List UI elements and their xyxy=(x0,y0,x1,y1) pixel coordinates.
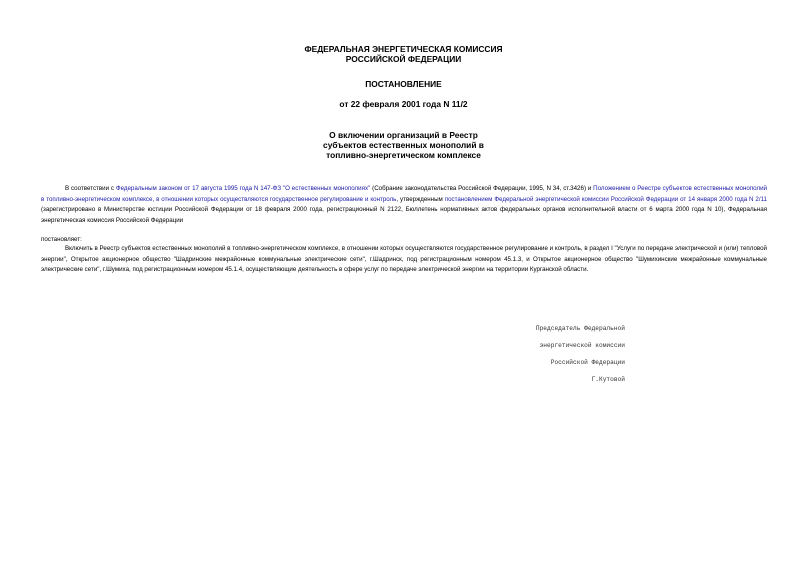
document-title-line3: топливно-энергетическом комплексе xyxy=(326,150,481,160)
document-title xyxy=(0,130,807,160)
registry-regulation-link[interactable]: Положением о Реестре субъектов естественных монополий в топливно-энергетическом комплексе, в отношении которых осуществляются государственное регулирование и контроль xyxy=(41,185,767,203)
signature-name: Г.Кутовой xyxy=(591,375,625,383)
intro-paragraph xyxy=(41,184,767,226)
federal-law-link[interactable]: Федеральным законом от 17 августа 1995 года N 147-ФЗ "О естественных монополиях" xyxy=(115,185,371,192)
fek-resolution-link[interactable]: постановлением Федеральной энергетической комиссии Российской Федерации от 14 января 2000 года N 2/11 xyxy=(444,195,767,203)
signature-line2: энергетической комиссии xyxy=(539,341,625,349)
agency-name-line1: ФЕДЕРАЛЬНАЯ ЭНЕРГЕТИЧЕСКАЯ КОМИССИЯ xyxy=(304,44,503,54)
intro-text-1: В соответствии с xyxy=(65,185,116,192)
intro-text-3: , утвержденным xyxy=(396,195,445,203)
resolution-body: Включить в Реестр субъектов естественных монополий в топливно-энергетическом комплексе, в отношении которых осуществляются государственное регулирование и контроль, в раздел I "Услуги по передаче электрической и (или) тепловой энергии", Открытое акционерное общество "Шадринские межрайонные коммунальные электрические сети", г.Шадринск, под регистрационным номером 45.1.3, и Открытое акционерное общество "Шумихинские межрайонные коммунальные электрические сети", г.Шумиха, под регистрационным номером 45.1.4, осуществляющие деятельность в сфере услуг по передаче электрической энергии на территории Курганской области. xyxy=(41,245,767,274)
signature-line3: Российской Федерации xyxy=(550,358,625,366)
agency-name xyxy=(0,44,807,64)
document-title-line2: субъектов естественных монополий в xyxy=(323,140,484,150)
agency-name-line2: РОССИЙСКОЙ ФЕДЕРАЦИИ xyxy=(345,54,462,64)
intro-text-4: (зарегистрировано в Министерстве юстиции Российской Федерации от 18 февраля 2000 года, регистрационный N 2122, Бюллетень нормативных актов федеральных органов исполнительной власти от 6 марта 2000 года N 10), Федеральная энергетическая комиссия Российской Федерации xyxy=(41,206,767,224)
resolves-label: постановляет: xyxy=(41,236,82,243)
document-type: ПОСТАНОВЛЕНИЕ xyxy=(365,79,442,89)
signature-block xyxy=(480,316,625,393)
document-title-line1: О включении организаций в Реестр xyxy=(329,130,478,140)
signature-line1: Председатель Федеральной xyxy=(535,324,625,332)
document-date: от 22 февраля 2001 года N 11/2 xyxy=(339,99,468,109)
intro-text-2: (Собрание законодательства Российской Федерации, 1995, N 34, ст.3426) и xyxy=(370,185,594,192)
